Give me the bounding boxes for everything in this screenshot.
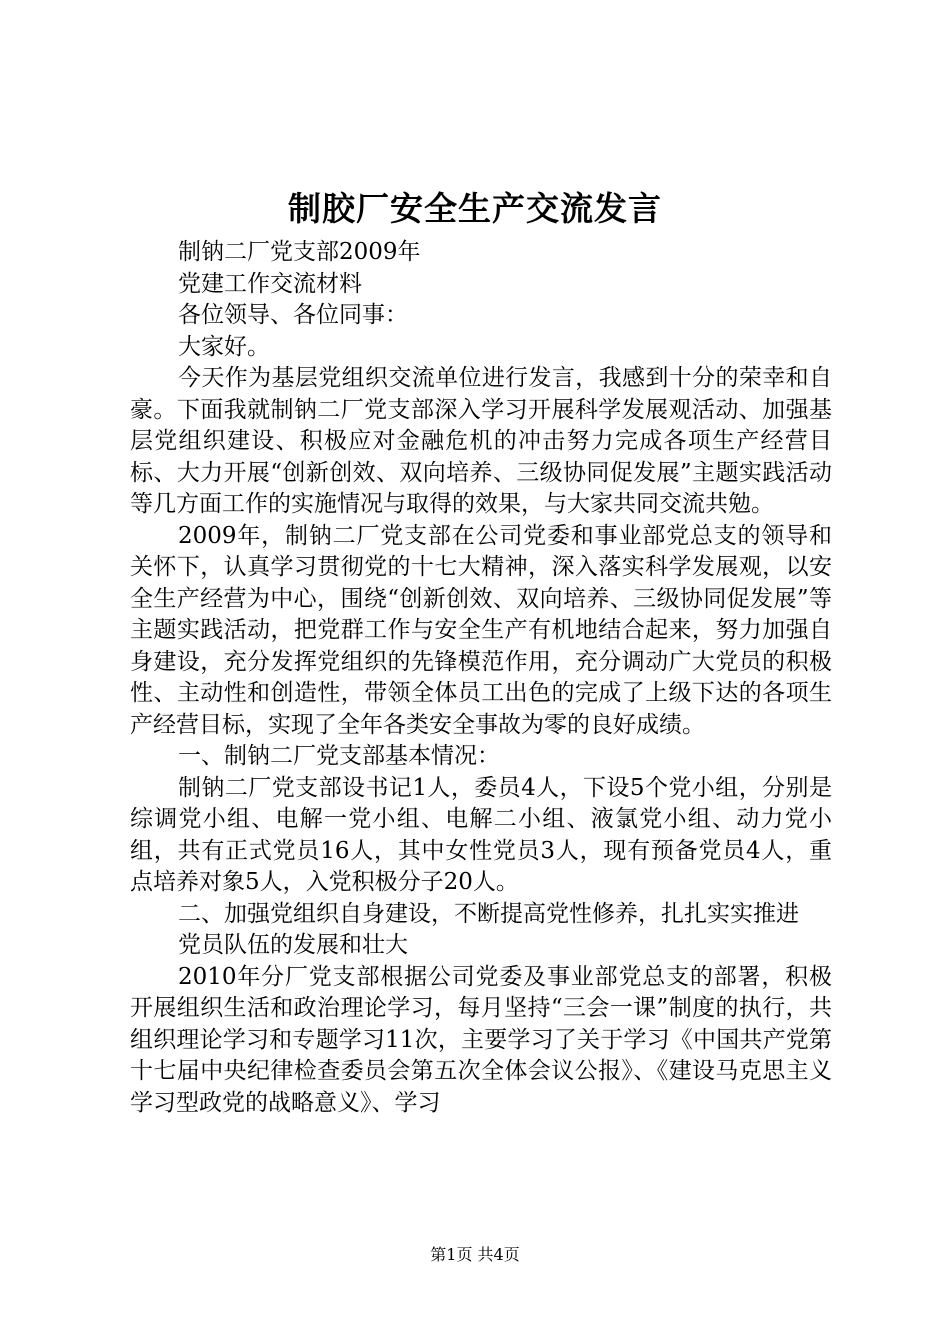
document-title: 制胶厂安全生产交流发言 bbox=[288, 189, 662, 228]
paragraph-summary-2009: 2009年，制钠二厂党支部在公司党委和事业部党总支的领导和关怀下，认真学习贯彻党的十七大精神，深入落实科学发展观，以安全生产经营为中心，围绕“创新创效、双向培养、三级协同促发展”等主题实践活动，把党群工作与安全生产有机地结合起来，努力加强自身建设，充分发挥党组织的先锋模范作用，充分调动广大党员的积极性、主动性和创造性，带领全体员工出色的完成了上级下达的各项生产经营目标，实现了全年各类安全事故为零的良好成绩。 bbox=[130, 522, 832, 738]
document-body bbox=[130, 237, 832, 1119]
paragraph-study-2010: 2010年分厂党支部根据公司党委及事业部党总支的部署，积极开展组织生活和政治理论学习，每月坚持“三会一课”制度的执行，共组织理论学习和专题学习11次，主要学习了关于学习《中国共产党第十七届中央纪律检查委员会第五次全体会议公报》、《建设马克思主义学习型政党的战略意义》、学习 bbox=[130, 963, 832, 1116]
paragraph-basic-info: 制钠二厂党支部设书记1人，委员4人，下设5个党小组，分别是综调党小组、电解一党小组、电解二小组、液氯党小组、动力党小组，共有正式党员16人，其中女性党员3人，现有预备党员4人，重点培养对象5人，入党积极分子20人。 bbox=[130, 774, 832, 895]
paragraph-intro: 今天作为基层党组织交流单位进行发言，我感到十分的荣幸和自豪。下面我就制钠二厂党支部深入学习开展科学发展观活动、加强基层党组织建设、积极应对金融危机的冲击努力完成各项生产经营目标、大力开展“创新创效、双向培养、三级协同促发展”主题实践活动等几方面工作的实施情况与取得的效果，与大家共同交流共勉。 bbox=[130, 365, 832, 517]
paragraph-material-heading: 党建工作交流材料 bbox=[178, 270, 362, 297]
page-number-footer: 第1页 共4页 bbox=[430, 1245, 520, 1264]
paragraph-hello: 大家好。 bbox=[178, 333, 270, 360]
section-heading-1: 一、制钠二厂党支部基本情况： bbox=[178, 743, 500, 769]
paragraph-org-heading: 制钠二厂党支部2009年 bbox=[178, 239, 421, 265]
paragraph-greeting: 各位领导、各位同事： bbox=[178, 302, 408, 328]
section-heading-2: 二、加强党组织自身建设，不断提高党性修养，扎扎实实推进 bbox=[178, 900, 799, 927]
section-heading-2-cont: 党员队伍的发展和壮大 bbox=[178, 932, 408, 958]
